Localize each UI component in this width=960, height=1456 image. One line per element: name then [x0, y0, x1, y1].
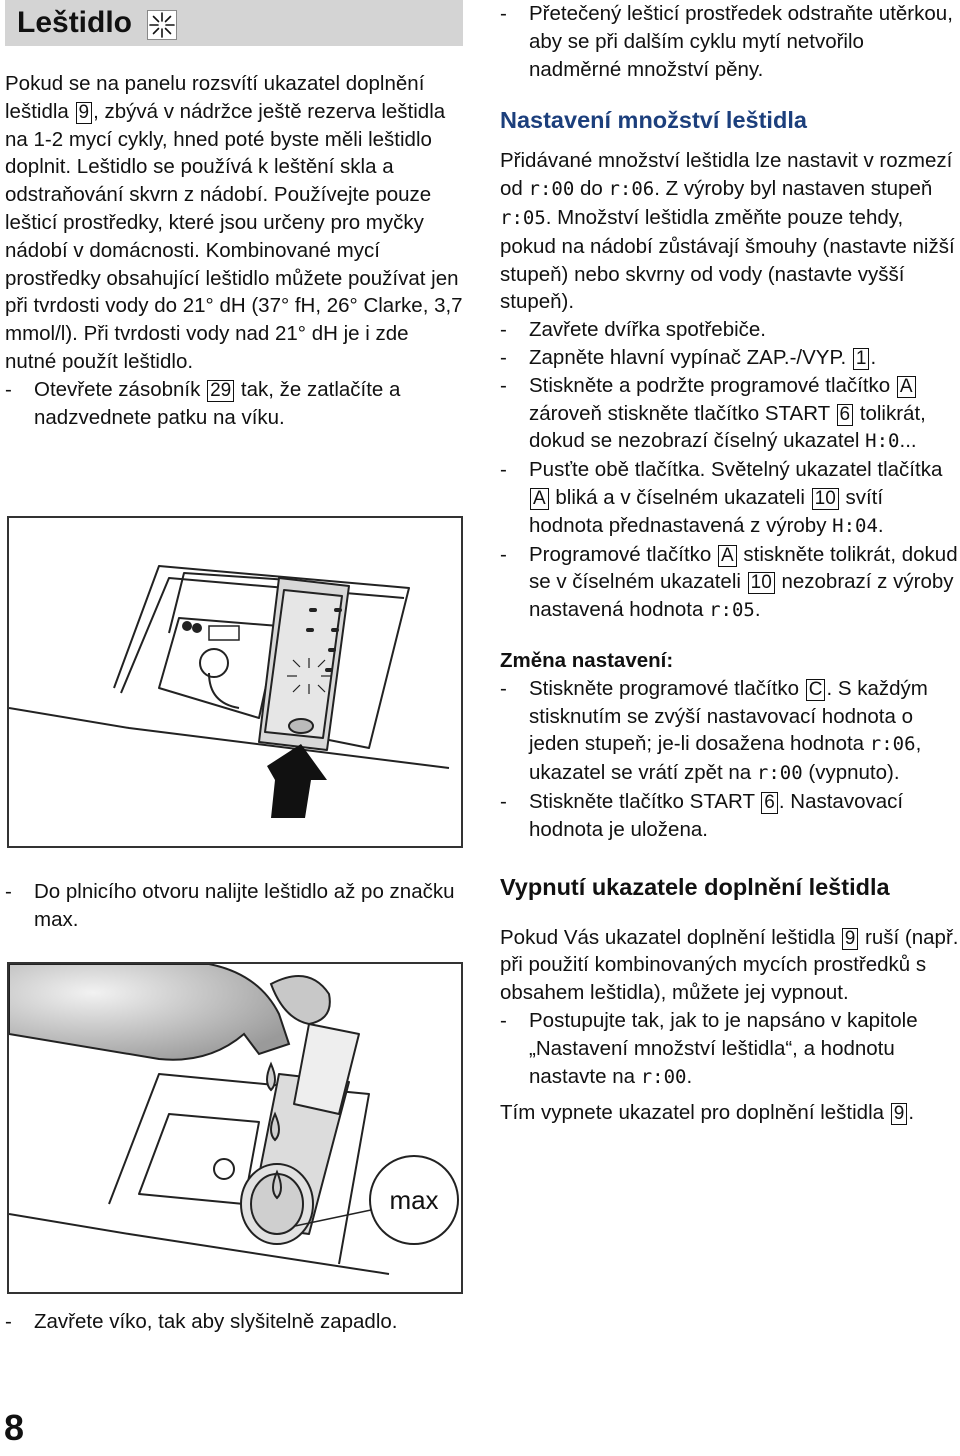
display-code: r:05 [500, 206, 546, 229]
paragraph-setting-range: Přidávané množství leštidla lze nastavit v rozmezí od r:00 do r:06. Z výroby byl nastaven stupeň r:05. Množství leštidla změňte pouze tehdy, pokud na nádobí zůstávají šmouhy (nastavte nižší stupeň) nebo skvrny od vody (nastavte vyšší stupeň). [500, 149, 955, 314]
list-item: - Pusťte obě tlačítka. Světelný ukazatel tlačítka A bliká a v číselném ukazateli 10 svítí hodnota přednastavená z výroby H:04. [500, 458, 943, 537]
paragraph-result: Tím vypnete ukazatel pro doplnění leštidla 9 . [500, 1101, 915, 1125]
display-code: r:00 [640, 1065, 687, 1088]
reference-number-box: A [718, 545, 737, 567]
list-item: - Stiskněte programové tlačítko C . S každým stisknutím se zvýší nastavovací hodnota o jeden stupeň; je-li dosažena hodnota r:06, ukazatel se vrátí zpět na r:00 (vypnuto). [500, 676, 928, 785]
reference-number-box: 10 [748, 572, 775, 594]
step-text: Postupujte tak, jak to je napsáno v kapitole „Nastavení množství leštidla“, a hodnotu nastavte na r:00. [529, 1008, 918, 1088]
reference-number-box: 9 [891, 1103, 908, 1125]
display-code: r:00 [528, 178, 575, 201]
reference-number-box: A [530, 488, 549, 510]
reference-number-box: A [897, 376, 916, 398]
step-close-lid: - Zavřete víko, tak aby slyšitelně zapadlo. [5, 1310, 398, 1333]
reference-number-box: 29 [207, 380, 234, 402]
display-code: H:04 [832, 514, 878, 537]
left-column [5, 0, 463, 431]
list-item: - Programové tlačítko A stiskněte tolikrát, dokud se v číselném ukazateli 10 nezobrazí z výroby nastavená hodnota r:05. [500, 542, 958, 622]
section-title-bar [5, 0, 463, 46]
reference-number-box: 6 [761, 792, 778, 814]
heading-rinse-aid-setting: Nastavení množství leštidla [500, 107, 807, 134]
step-text: Do plnicího otvoru nalijte leštidlo až po značku max. [34, 880, 455, 931]
step-wipe-overflow: - Přetečený lešticí prostředek odstraňte utěrkou, aby se při dalším cyklu mytí netvořilo nadměrné množství pěny. [500, 2, 953, 81]
list-item: - Zapněte hlavní vypínač ZAP.-/VYP. 1 . [500, 345, 877, 369]
reference-number-box: 9 [842, 928, 859, 950]
list-item: - Stiskněte a podržte programové tlačítko A zároveň stiskněte tlačítko START 6 tolikrát, dokud se nezobrazí číselný ukazatel H:0... [500, 373, 926, 453]
reference-number-box: C [806, 679, 826, 701]
step-text: Programové tlačítko A stiskněte tolikrát, dokud se v číselném ukazateli 10 nezobrazí z výroby nastavená hodnota r:05. [529, 542, 958, 622]
list-item: - Zavřete dvířka spotřebiče. [500, 318, 766, 342]
paragraph-disable-indicator: Pokud Vás ukazatel doplnění leštidla 9 ruší (např. při použití kombinovaných mycích prostředků s obsahem leštidla), můžete jej vypnout. [500, 925, 959, 1005]
rinse-aid-sun-icon [147, 10, 177, 40]
list-item: - Stiskněte tlačítko START 6 . Nastavovací hodnota je uložena. [500, 789, 904, 841]
step-text: Zavřete dvířka spotřebiče. [529, 318, 766, 342]
pouring-illustration [9, 964, 461, 1292]
step-text: Stiskněte tlačítko START 6 . Nastavovací hodnota je uložena. [529, 789, 904, 841]
display-code: H:0 [865, 430, 900, 453]
step-fill-rinse-aid: - Do plnicího otvoru nalijte leštidlo až po značku max. [5, 880, 455, 931]
max-label: max [389, 1185, 439, 1215]
setting-steps-list [500, 316, 960, 625]
display-code: r:05 [709, 599, 755, 622]
heading-disable-indicator: Vypnutí ukazatele doplnění leštidla [500, 873, 890, 900]
dispenser-illustration [9, 518, 461, 846]
reference-number-box: 10 [812, 488, 839, 510]
intro-paragraph: Pokud se na panelu rozsvítí ukazatel doplnění leštidla 9 , zbývá v nádržce ještě rezerva leštidla na 1-2 mycí cykly, hned poté byste měli leštidlo doplnit. Leštidlo se používá k leštění skla a odstraňování skvrn z nádobí. Používejte pouze lešticí prostředky, které jsou určeny pro myčky nádobí v domácnosti. Kombinované mycí prostředky obsahující leštidlo můžete používat jen při tvrdosti vody do 21° dH (37° fH, 26° Clarke, 3,7 mmol/l). Při tvrdosti vody nad 21° dH je i zde nutné použít leštidlo. [5, 72, 463, 373]
step-text: Zapněte hlavní vypínač ZAP.-/VYP. 1 . [529, 345, 877, 369]
step-text: Pusťte obě tlačítka. Světelný ukazatel tlačítka A bliká a v číselném ukazateli 10 svítí hodnota přednastavená z výroby H:04. [529, 458, 943, 537]
reference-number-box: 1 [853, 348, 870, 370]
change-steps-list [500, 675, 960, 844]
step-text: Otevřete zásobník 29 tak, že zatlačíte a nadzvednete patku na víku. [34, 377, 401, 429]
figure-fill-rinse-aid [7, 962, 463, 1294]
display-code: r:06 [608, 178, 655, 201]
right-column [500, 0, 960, 1127]
section-title: Leštidlo [17, 6, 133, 39]
step-text: Přetečený lešticí prostředek odstraňte utěrkou, aby se při dalším cyklu mytí netvořilo nadměrné množství pěny. [529, 2, 953, 81]
reference-number-box: 6 [837, 404, 854, 426]
display-code: r:00 [756, 762, 803, 785]
subheading-change-setting: Změna nastavení: [500, 648, 674, 672]
display-code: r:06 [869, 733, 916, 756]
step-text: Stiskněte a podržte programové tlačítko A zároveň stiskněte tlačítko START 6 tolikrát, dokud se nezobrazí číselný ukazatel H:0... [529, 373, 926, 453]
step-text: Stiskněte programové tlačítko C . S každým stisknutím se zvýší nastavovací hodnota o jeden stupeň; je-li dosažena hodnota r:06, ukazatel se vrátí zpět na r:00 (vypnuto). [529, 676, 928, 785]
page-number: 8 [4, 1407, 25, 1448]
left-step3-block [5, 1308, 463, 1336]
step-open-dispenser: - Otevřete zásobník 29 tak, že zatlačíte a nadzvednete patku na víku. [5, 377, 401, 429]
left-step2-block [5, 878, 463, 934]
figure-open-dispenser [7, 516, 463, 848]
step-text: Zavřete víko, tak aby slyšitelně zapadlo. [34, 1310, 398, 1333]
step-set-r00: - Postupujte tak, jak to je napsáno v kapitole „Nastavení množství leštidla“, a hodnotu nastavte na r:00. [500, 1008, 918, 1088]
reference-number-box: 9 [76, 102, 93, 124]
